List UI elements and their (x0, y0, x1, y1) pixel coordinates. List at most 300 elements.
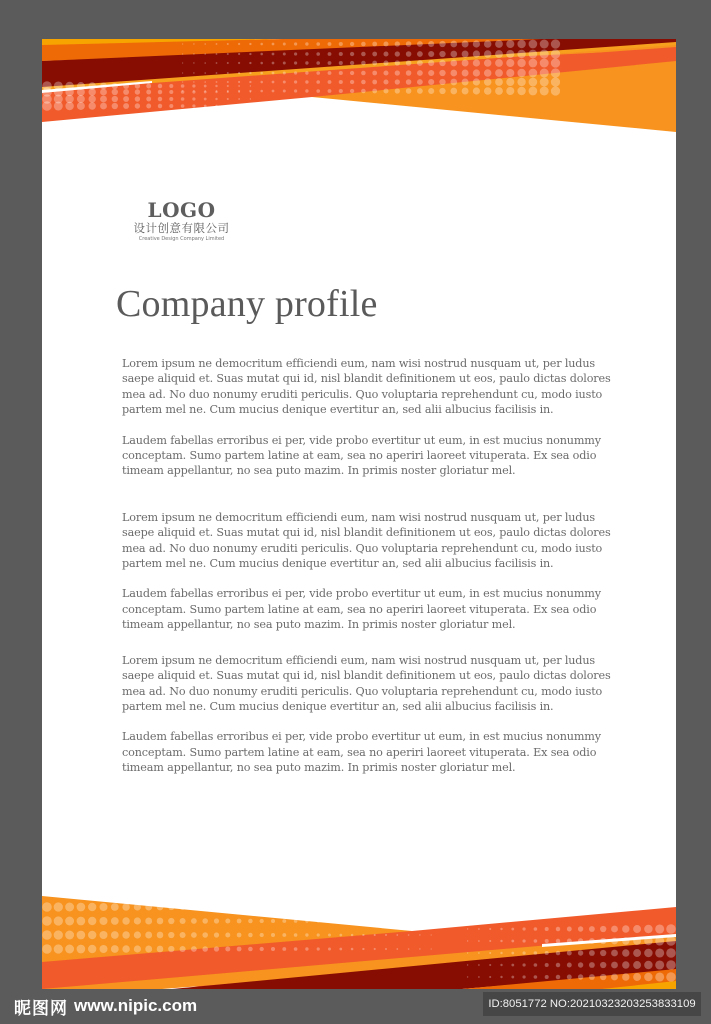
halftone-dot (361, 80, 366, 85)
halftone-dot (517, 50, 525, 58)
halftone-dot (227, 43, 229, 45)
halftone-dot (216, 53, 218, 55)
halftone-dot (249, 62, 251, 64)
halftone-dot (145, 918, 152, 925)
halftone-dot (328, 920, 331, 923)
halftone-dot (134, 945, 141, 952)
halftone-dot (419, 920, 420, 921)
halftone-dot (385, 934, 387, 936)
paragraph: Laudem fabellas erroribus ei per, vide probo evertitur ut eum, in est mucius nonummy conceptam. Sumo partem latine at eam, sea no aperiri laoreet vituperata. Ex sea odio timeam appellantur, no sea puto mazim. In primis noster gloriatur mel. (122, 730, 601, 775)
halftone-dot (158, 104, 162, 108)
halftone-dot (666, 924, 676, 934)
halftone-dot (238, 72, 240, 74)
halftone-dot (182, 62, 183, 63)
halftone-dot (77, 917, 86, 926)
halftone-dot (202, 946, 208, 952)
halftone-dot (180, 904, 186, 910)
halftone-dot (192, 84, 195, 87)
halftone-dot (495, 78, 503, 86)
halftone-dot (478, 928, 480, 930)
halftone-dot (328, 934, 331, 937)
halftone-dot (385, 920, 387, 922)
halftone-dot (419, 934, 420, 935)
halftone-dot (534, 939, 538, 943)
halftone-dot (506, 40, 514, 48)
halftone-dot (294, 919, 298, 923)
halftone-dot (523, 927, 526, 930)
halftone-dot (666, 948, 676, 958)
halftone-dot (350, 42, 354, 46)
halftone-dot (339, 948, 342, 951)
halftone-dot (495, 69, 503, 77)
halftone-dot (305, 42, 308, 45)
logo-mark: LOGO (147, 198, 216, 222)
halftone-dot (54, 916, 63, 925)
halftone-dot (294, 89, 297, 92)
halftone-dot (362, 906, 364, 908)
halftone-dot (529, 87, 538, 96)
halftone-dot (467, 976, 468, 977)
halftone-dot (227, 105, 229, 107)
halftone-dot (112, 83, 118, 89)
halftone-dot (65, 903, 74, 912)
halftone-dot (214, 904, 219, 909)
halftone-dot (204, 105, 207, 108)
halftone-dot (316, 71, 320, 75)
halftone-dot (529, 59, 538, 68)
halftone-dot (523, 951, 526, 954)
halftone-dot (589, 962, 595, 968)
halftone-dot (395, 60, 400, 65)
halftone-dot (484, 69, 491, 76)
company-logo (119, 199, 244, 243)
halftone-dot (417, 88, 423, 94)
halftone-dot (316, 42, 320, 46)
halftone-dot (611, 926, 618, 933)
halftone-dot (145, 904, 152, 911)
halftone-dot (305, 71, 308, 74)
paragraph: Lorem ipsum ne democritum efficiendi eum, nam wisi nostrud nusquam ut, per ludus saepe aliquid et. Suas mutat qui id, nisl blandit definitionem ut eos, paulo dictas dolores mea ad. No duo nonumy eruditi periculis. Quo voluptaria reprehendunt cu, modo iusto partem mel ne. Cum mucius denique evertitur an, sed alii albucius facilisis in. (122, 653, 611, 713)
halftone-dot (462, 70, 469, 77)
halftone-dot (316, 61, 320, 65)
halftone-dot (250, 98, 251, 99)
halftone-dot (473, 69, 480, 76)
halftone-dot (408, 906, 410, 908)
halftone-dot (272, 62, 275, 65)
halftone-dot (193, 81, 194, 82)
halftone-dot (589, 950, 595, 956)
halftone-dot (282, 919, 286, 923)
halftone-dot (99, 931, 107, 939)
halftone-dot (644, 973, 652, 981)
halftone-dot (202, 904, 208, 910)
halftone-dot (517, 40, 525, 48)
halftone-dot (238, 105, 240, 107)
halftone-dot (450, 60, 457, 67)
halftone-dot (317, 919, 320, 922)
halftone-dot (192, 90, 195, 93)
halftone-dot (202, 918, 208, 924)
halftone-dot (191, 932, 197, 938)
halftone-dot (655, 936, 664, 945)
paragraph: Laudem fabellas erroribus ei per, vide probo evertitur ut eum, in est mucius nonummy conceptam. Sumo partem latine at eam, sea no aperiri laoreet vituperata. Ex sea odio timeam appellantur, no sea puto mazim. In primis noster gloriatur mel. (122, 433, 601, 478)
halftone-dot (417, 70, 423, 76)
halftone-dot (237, 947, 242, 952)
halftone-dot (385, 948, 387, 950)
halftone-dot (339, 80, 343, 84)
halftone-dot (633, 937, 641, 945)
halftone-dot (283, 81, 286, 84)
halftone-dot (383, 51, 388, 56)
halftone-dot (305, 905, 308, 908)
halftone-dot (484, 50, 491, 57)
halftone-dot (396, 906, 398, 908)
halftone-dot (54, 944, 63, 953)
body-text (122, 356, 612, 776)
halftone-dot (361, 52, 366, 57)
halftone-dot (350, 80, 354, 84)
halftone-dot (578, 950, 583, 955)
halftone-dot (112, 103, 118, 109)
halftone-dot (182, 53, 183, 54)
halftone-dot (191, 918, 197, 924)
halftone-dot (214, 918, 219, 923)
halftone-dot (227, 98, 229, 100)
halftone-dot (489, 952, 491, 954)
halftone-dot (328, 948, 331, 951)
halftone-dot (462, 41, 469, 48)
halftone-dot (77, 931, 86, 940)
halftone-dot (134, 903, 141, 910)
halftone-dot (305, 80, 308, 83)
halftone-dot (248, 947, 253, 952)
halftone-dot (305, 61, 308, 64)
halftone-dot (529, 78, 538, 87)
halftone-dot (383, 60, 388, 65)
halftone-dot (271, 919, 275, 923)
halftone-dot (305, 52, 308, 55)
halftone-dot (204, 53, 206, 55)
halftone-dot (406, 51, 412, 57)
halftone-dot (500, 952, 502, 954)
halftone-dot (282, 947, 286, 951)
halftone-dot (248, 933, 253, 938)
halftone-dot (227, 91, 229, 93)
halftone-dot (111, 903, 119, 911)
halftone-dot (77, 102, 85, 110)
halftone-dot (361, 71, 366, 76)
halftone-dot (238, 85, 240, 87)
halftone-dot (272, 72, 275, 75)
halftone-dot (89, 95, 96, 102)
halftone-dot (227, 81, 229, 83)
halftone-dot (523, 939, 526, 942)
halftone-dot (250, 85, 251, 86)
halftone-dot (450, 41, 457, 48)
halftone-dot (193, 62, 194, 63)
halftone-dot (249, 81, 251, 83)
halftone-dot (385, 906, 387, 908)
halftone-dot (540, 50, 549, 59)
halftone-dot (122, 931, 129, 938)
halftone-dot (317, 947, 320, 950)
halftone-dot (100, 96, 107, 103)
halftone-dot (417, 79, 423, 85)
halftone-dot (351, 934, 354, 937)
halftone-dot (500, 928, 502, 930)
halftone-dot (567, 951, 572, 956)
halftone-dot (216, 72, 218, 74)
halftone-dot (294, 61, 297, 64)
halftone-dot (467, 940, 468, 941)
halftone-dot (294, 52, 297, 55)
halftone-dot (215, 85, 217, 87)
halftone-dot (77, 88, 85, 96)
halftone-dot (145, 932, 152, 939)
watermark-site-url: www.nipic.com (74, 996, 198, 1015)
halftone-dot (204, 43, 206, 45)
halftone-dot (260, 72, 263, 75)
halftone-dot (633, 961, 641, 969)
halftone-dot (406, 79, 412, 85)
halftone-dot (305, 89, 308, 92)
halftone-dot (495, 40, 503, 48)
halftone-dot (260, 947, 264, 951)
halftone-dot (146, 97, 151, 102)
halftone-dot (428, 88, 434, 94)
halftone-dot (495, 87, 503, 95)
halftone-dot (169, 84, 173, 88)
halftone-dot (556, 939, 560, 943)
halftone-dot (372, 80, 377, 85)
halftone-dot (283, 43, 286, 46)
halftone-dot (282, 933, 286, 937)
halftone-dot (406, 41, 412, 47)
halftone-dot (111, 945, 119, 953)
halftone-dot (489, 928, 491, 930)
halftone-dot (666, 972, 676, 982)
halftone-dot (122, 903, 129, 910)
halftone-dot (88, 917, 96, 925)
halftone-dot (135, 89, 140, 94)
halftone-dot (305, 933, 308, 936)
halftone-dot (467, 964, 468, 965)
halftone-dot (316, 52, 320, 56)
halftone-dot (294, 71, 297, 74)
halftone-dot (169, 97, 173, 101)
halftone-dot (192, 97, 195, 100)
halftone-dot (517, 87, 525, 95)
halftone-dot (202, 932, 208, 938)
halftone-dot (473, 59, 480, 66)
halftone-dot (88, 945, 96, 953)
halftone-dot (111, 917, 119, 925)
halftone-dot (135, 83, 140, 88)
halftone-dot (383, 70, 388, 75)
halftone-dot (523, 963, 526, 966)
halftone-dot (238, 98, 240, 100)
halftone-dot (260, 81, 263, 84)
halftone-dot (666, 936, 676, 946)
halftone-dot (439, 60, 445, 66)
halftone-dot (112, 89, 118, 95)
halftone-dot (339, 906, 342, 909)
halftone-dot (249, 43, 251, 45)
halftone-dot (260, 933, 264, 937)
halftone-dot (489, 964, 491, 966)
halftone-dot (495, 59, 503, 67)
halftone-dot (517, 78, 525, 86)
halftone-dot (65, 917, 74, 926)
halftone-dot (123, 89, 129, 95)
halftone-dot (238, 62, 240, 64)
halftone-dot (540, 59, 549, 68)
halftone-dot (600, 962, 606, 968)
halftone-dot (534, 963, 538, 967)
halftone-dot (439, 88, 445, 94)
halftone-dot (406, 70, 412, 76)
halftone-dot (383, 41, 388, 46)
halftone-dot (428, 41, 434, 47)
halftone-dot (260, 43, 263, 46)
halftone-dot (134, 917, 141, 924)
halftone-dot (328, 906, 331, 909)
halftone-dot (439, 51, 445, 57)
halftone-dot (611, 938, 618, 945)
halftone-dot (462, 88, 469, 95)
halftone-dot (511, 928, 514, 931)
halftone-dot (540, 78, 549, 87)
halftone-dot (89, 102, 96, 109)
halftone-dot (567, 939, 572, 944)
halftone-dot (88, 903, 96, 911)
halftone-dot (225, 904, 230, 909)
logo-company-name-en: Creative Design Company Limited (138, 236, 225, 242)
halftone-dot (182, 43, 183, 44)
halftone-dot (271, 933, 275, 937)
halftone-dot (317, 933, 320, 936)
halftone-dot (450, 51, 457, 58)
halftone-dot (622, 961, 629, 968)
halftone-dot (328, 61, 332, 65)
halftone-dot (506, 50, 514, 58)
halftone-dot (361, 42, 366, 47)
halftone-dot (361, 61, 366, 66)
halftone-dot (351, 948, 354, 951)
halftone-dot (500, 976, 502, 978)
halftone-dot (216, 43, 218, 45)
halftone-dot (655, 972, 664, 981)
letterhead-page (42, 39, 676, 989)
halftone-dot (633, 925, 641, 933)
halftone-dot (168, 946, 174, 952)
halftone-dot (396, 920, 398, 922)
halftone-dot (272, 43, 275, 46)
halftone-dot (589, 938, 595, 944)
halftone-dot (417, 41, 423, 47)
halftone-dot (600, 974, 606, 980)
halftone-dot (611, 950, 618, 957)
halftone-dot (506, 78, 514, 86)
halftone-dot (214, 946, 219, 951)
halftone-dot (182, 81, 183, 82)
halftone-dot (328, 71, 332, 75)
halftone-dot (100, 83, 107, 90)
halftone-dot (260, 905, 264, 909)
halftone-dot (655, 960, 664, 969)
halftone-dot (534, 951, 538, 955)
halftone-dot (157, 918, 164, 925)
halftone-dot (77, 95, 85, 103)
halftone-dot (123, 103, 129, 109)
halftone-dot (168, 904, 174, 910)
halftone-dot (473, 50, 480, 57)
halftone-dot (204, 72, 206, 74)
halftone-dot (551, 39, 560, 48)
halftone-dot (42, 902, 52, 912)
halftone-dot (260, 53, 263, 56)
halftone-dot (272, 53, 275, 56)
halftone-dot (473, 87, 480, 94)
halftone-dot (484, 87, 491, 94)
halftone-dot (294, 933, 298, 937)
halftone-dot (181, 97, 185, 101)
halftone-dot (123, 83, 129, 89)
halftone-dot (362, 948, 364, 950)
halftone-dot (294, 905, 298, 909)
halftone-dot (374, 934, 376, 936)
halftone-dot (600, 938, 606, 944)
halftone-dot (248, 905, 253, 910)
halftone-dot (237, 919, 242, 924)
halftone-dot (191, 904, 197, 910)
halftone-dot (395, 51, 400, 56)
halftone-dot (644, 961, 652, 969)
halftone-dot (328, 42, 332, 46)
halftone-dot (600, 926, 606, 932)
halftone-dot (517, 69, 525, 77)
halftone-dot (644, 949, 652, 957)
halftone-dot (227, 72, 229, 74)
halftone-dot (316, 89, 320, 93)
halftone-dot (578, 962, 583, 967)
halftone-dot (216, 81, 218, 83)
halftone-dot (271, 947, 275, 951)
halftone-dot (339, 920, 342, 923)
halftone-dot (305, 919, 308, 922)
halftone-dot (339, 52, 343, 56)
halftone-dot (361, 89, 366, 94)
halftone-dot (294, 80, 297, 83)
halftone-dot (511, 952, 514, 955)
halftone-dot (523, 975, 526, 978)
halftone-dot (339, 61, 343, 65)
halftone-dot (158, 84, 162, 88)
halftone-dot (204, 62, 206, 64)
halftone-dot (351, 920, 354, 923)
halftone-dot (54, 101, 63, 110)
halftone-dot (551, 49, 560, 58)
image-id-label: ID:8051772 NO:20210323203253833109 (483, 992, 701, 1016)
page-title: Company profile (116, 283, 378, 325)
halftone-dot (193, 72, 194, 73)
halftone-dot (328, 89, 332, 93)
halftone-dot (42, 944, 52, 954)
halftone-dot (191, 946, 197, 952)
halftone-dot (419, 948, 420, 949)
site-watermark (14, 994, 197, 1018)
halftone-dot (556, 975, 560, 979)
